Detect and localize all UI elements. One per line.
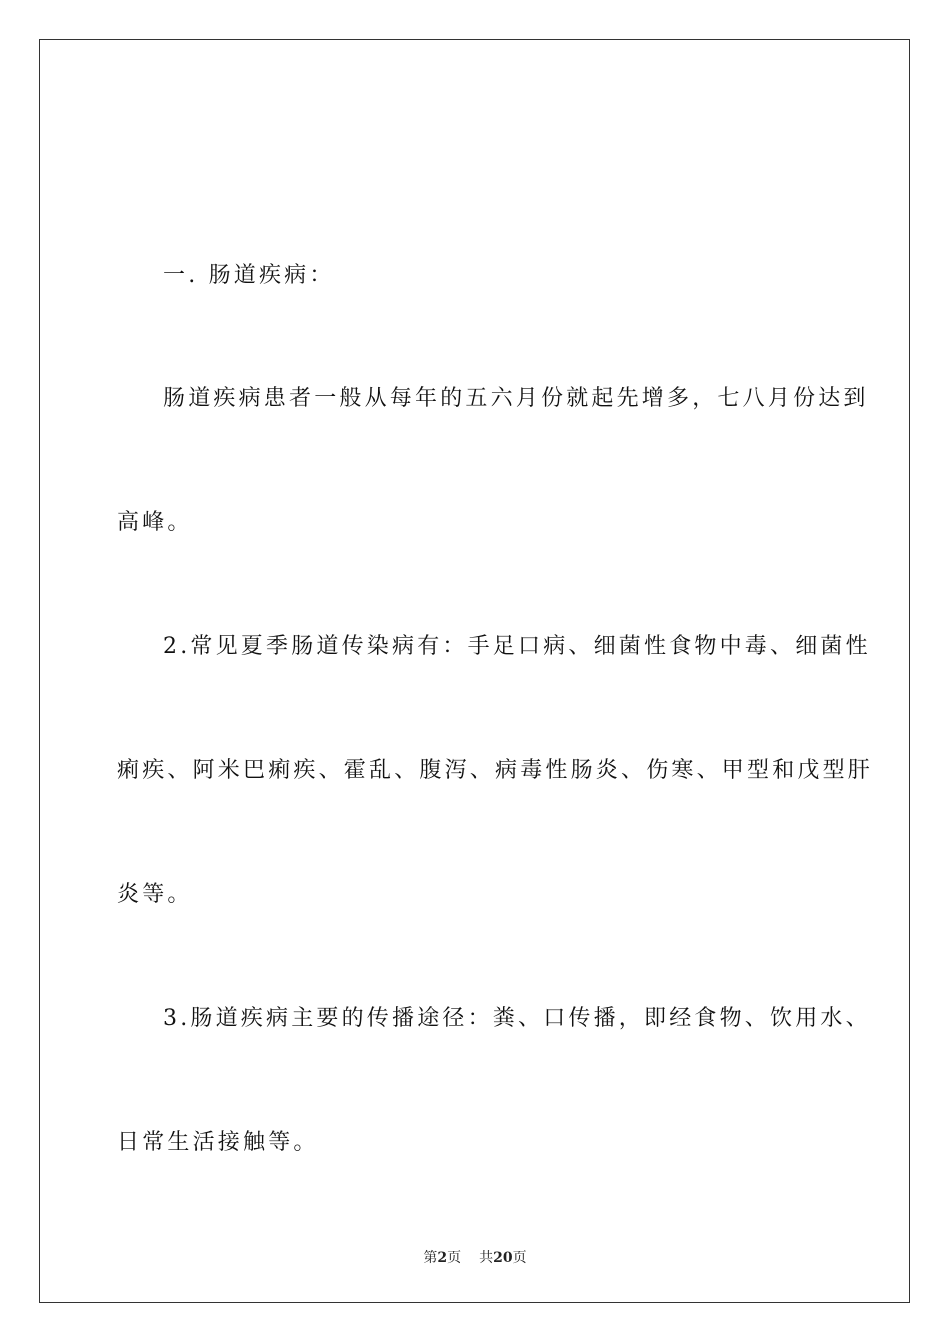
- footer-total-suffix: 页: [512, 1250, 527, 1266]
- page-footer: [0, 1249, 950, 1267]
- paragraph-1-line-2: 高峰。: [117, 510, 193, 535]
- footer-total-pages: 20: [493, 1250, 513, 1266]
- paragraph-3-line-2: 日常生活接触等。: [117, 1130, 319, 1155]
- paragraph-3-line-1: 3.肠道疾病主要的传播途径：粪、口传播，即经食物、饮用水、: [163, 1006, 871, 1031]
- paragraph-2-line-2: 痢疾、阿米巴痢疾、霍乱、腹泻、病毒性肠炎、伤寒、甲型和戊型肝: [117, 758, 874, 783]
- paragraph-2-line-1: 2.常见夏季肠道传染病有：手足口病、细菌性食物中毒、细菌性: [163, 634, 871, 659]
- footer-page-suffix: 页: [447, 1250, 462, 1266]
- paragraph-2-line-3: 炎等。: [117, 882, 193, 907]
- footer-page-prefix: 第: [423, 1250, 438, 1266]
- section-heading: 一. 肠道疾病：: [163, 263, 335, 288]
- paragraph-1-line-1: 肠道疾病患者一般从每年的五六月份就起先增多，七八月份达到: [163, 386, 869, 411]
- footer-total-prefix: 共: [479, 1250, 494, 1266]
- page-frame: [39, 39, 910, 1303]
- footer-page-number: 2: [437, 1250, 448, 1266]
